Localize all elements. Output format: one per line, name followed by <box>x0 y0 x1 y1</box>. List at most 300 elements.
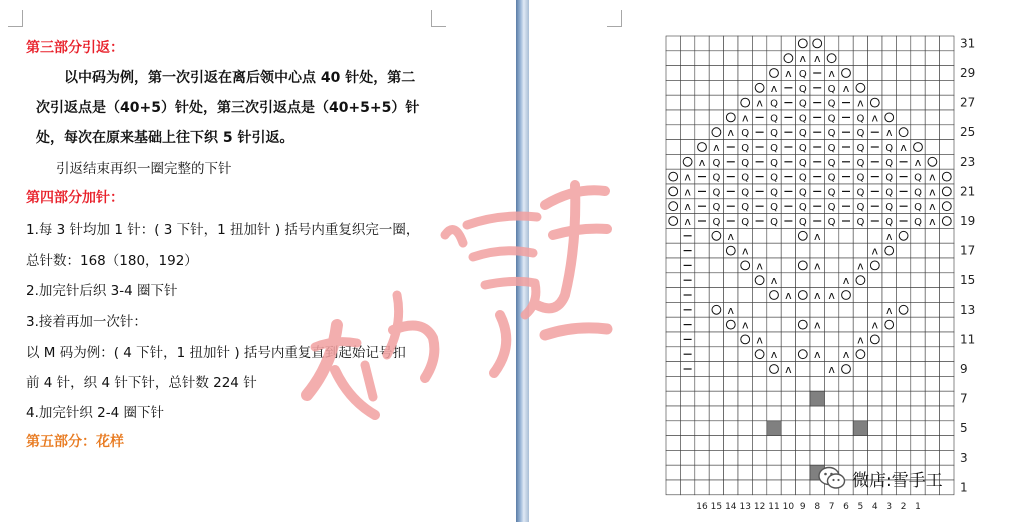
column-number-label: 12 <box>753 501 766 512</box>
chart-cell <box>709 51 723 66</box>
chart-cell <box>738 302 752 317</box>
part3-heading: 第三部分引返： <box>26 40 124 56</box>
chart-cell <box>767 406 781 421</box>
column-number-label: 13 <box>739 501 751 512</box>
chart-cell <box>940 214 954 229</box>
chart-cell <box>666 376 680 391</box>
chart-cell <box>925 317 939 332</box>
chart-cell <box>925 406 939 421</box>
chart-cell <box>738 80 752 95</box>
chart-cell <box>752 51 766 66</box>
chart-cell <box>882 95 896 110</box>
row-number-label: 31 <box>960 36 976 51</box>
decrease-symbol: ʌ <box>813 52 821 66</box>
twisted-stitch-symbol: Q <box>827 128 836 140</box>
chart-cell <box>796 376 810 391</box>
chart-cell <box>666 347 680 362</box>
twisted-stitch-symbol: Q <box>827 187 836 199</box>
chart-cell <box>911 436 925 451</box>
chart-cell <box>767 376 781 391</box>
chart-cell <box>925 391 939 406</box>
chart-cell <box>724 51 738 66</box>
chart-cell <box>796 406 810 421</box>
row-number-label: 23 <box>960 154 976 169</box>
chart-cell <box>695 376 709 391</box>
chart-cell <box>853 80 867 95</box>
chart-cell <box>796 243 810 258</box>
chart-cell <box>839 258 853 273</box>
chart-cell <box>896 273 910 288</box>
chart-cell <box>824 421 838 436</box>
row-number-label: 13 <box>960 302 976 317</box>
chart-cell <box>724 110 738 125</box>
column-number-label: 11 <box>768 501 780 512</box>
twisted-stitch-symbol: Q <box>827 143 836 154</box>
chart-cell <box>695 36 709 51</box>
chart-cell <box>695 391 709 406</box>
chart-cell <box>925 228 939 243</box>
chart-cell <box>781 51 795 66</box>
decrease-symbol: ʌ <box>713 141 720 154</box>
chart-cell <box>882 51 896 66</box>
chart-cell <box>925 243 939 258</box>
chart-cell <box>709 391 723 406</box>
twisted-stitch-symbol: Q <box>914 217 922 228</box>
brand-badge <box>818 464 943 492</box>
chart-cell <box>940 110 954 125</box>
chart-cell <box>853 347 867 362</box>
decrease-symbol: ʌ <box>727 126 735 140</box>
chart-cell <box>709 347 723 362</box>
chart-cell <box>738 66 752 81</box>
chart-cell <box>680 140 694 155</box>
column-number-label: 15 <box>710 501 723 512</box>
decrease-symbol: ʌ <box>741 318 749 332</box>
chart-cell <box>896 391 910 406</box>
chart-cell <box>767 51 781 66</box>
chart-cell <box>709 125 723 140</box>
chart-cell <box>738 421 752 436</box>
document-page-right <box>529 0 1019 522</box>
twisted-stitch-symbol: Q <box>741 187 750 199</box>
chart-cell <box>680 110 694 125</box>
row-number-label: 11 <box>960 332 976 347</box>
chart-cell <box>853 436 867 451</box>
crop-mark-top-right <box>431 10 446 27</box>
chart-cell <box>853 406 867 421</box>
chart-cell <box>882 36 896 51</box>
row-number-label: 9 <box>960 362 968 376</box>
twisted-stitch-symbol: Q <box>856 202 865 214</box>
chart-cell <box>824 332 838 347</box>
chart-cell <box>824 406 838 421</box>
chart-cell <box>680 95 694 110</box>
chart-cell <box>911 125 925 140</box>
chart-cell <box>824 436 838 451</box>
chart-cell <box>680 480 694 495</box>
chart-cell <box>695 51 709 66</box>
chart-cell <box>853 51 867 66</box>
chart-cell <box>752 273 766 288</box>
chart-cell <box>709 110 723 125</box>
row-number-label: 17 <box>960 243 976 258</box>
chart-cell <box>853 362 867 377</box>
chart-cell <box>752 421 766 436</box>
chart-cell <box>940 258 954 273</box>
chart-cell <box>925 273 939 288</box>
decrease-symbol: ʌ <box>828 289 835 302</box>
chart-cell <box>724 480 738 495</box>
chart-cell <box>666 391 680 406</box>
chart-cell <box>911 110 925 125</box>
decrease-symbol: ʌ <box>885 126 893 140</box>
chart-cell <box>752 243 766 258</box>
chart-cell <box>709 317 723 332</box>
chart-cell <box>911 450 925 465</box>
decrease-symbol: ʌ <box>785 289 792 302</box>
chart-cell <box>853 302 867 317</box>
chart-cell <box>767 362 781 377</box>
chart-cell <box>796 302 810 317</box>
chart-cell <box>781 243 795 258</box>
chart-cell <box>767 332 781 347</box>
chart-cell <box>853 376 867 391</box>
chart-cell <box>781 228 795 243</box>
chart-cell <box>940 362 954 377</box>
twisted-stitch-symbol: Q <box>798 172 807 184</box>
chart-cell <box>925 332 939 347</box>
chart-cell <box>709 421 723 436</box>
chart-cell <box>925 450 939 465</box>
chart-cell <box>824 376 838 391</box>
chart-cell <box>882 66 896 81</box>
chart-cell <box>940 169 954 184</box>
chart-cell <box>810 243 824 258</box>
chart-cell <box>940 347 954 362</box>
chart-cell <box>666 80 680 95</box>
decrease-symbol: ʌ <box>727 229 735 243</box>
decrease-symbol: ʌ <box>813 289 821 302</box>
chart-cell <box>680 66 694 81</box>
chart-cell <box>940 199 954 214</box>
chart-cell <box>709 436 723 451</box>
chart-cell <box>940 332 954 347</box>
chart-cell <box>796 317 810 332</box>
chart-cell <box>911 421 925 436</box>
column-number-label: 2 <box>900 501 907 512</box>
chart-cell <box>925 436 939 451</box>
chart-cell <box>738 376 752 391</box>
chart-cell <box>853 450 867 465</box>
chart-cell <box>911 347 925 362</box>
chart-cell <box>810 406 824 421</box>
chart-cell <box>911 36 925 51</box>
chart-cell <box>911 332 925 347</box>
chart-cell <box>680 465 694 480</box>
chart-cell <box>752 80 766 95</box>
chart-cell <box>695 66 709 81</box>
chart-cell <box>738 332 752 347</box>
chart-cell <box>738 406 752 421</box>
column-number-label: 10 <box>782 501 795 512</box>
decrease-symbol: ʌ <box>799 52 807 66</box>
chart-cell <box>810 376 824 391</box>
part3-line-3: 处，每次在原来基础上往下织 5 针引返。 <box>36 130 294 146</box>
chart-cell <box>666 302 680 317</box>
chart-cell <box>896 421 910 436</box>
decrease-symbol: ʌ <box>929 215 936 228</box>
decrease-symbol: ʌ <box>741 111 749 125</box>
decrease-symbol: ʌ <box>770 348 778 362</box>
chart-cell <box>940 228 954 243</box>
chart-cell <box>839 450 853 465</box>
chart-cell <box>925 288 939 303</box>
chart-cell <box>925 66 939 81</box>
row-number-label: 27 <box>960 95 976 110</box>
chart-cell <box>911 376 925 391</box>
chart-cell <box>680 80 694 95</box>
chart-cell <box>752 36 766 51</box>
no-stitch-cell <box>767 421 781 436</box>
chart-cell <box>695 95 709 110</box>
chart-cell <box>824 243 838 258</box>
part4-item-4: 3.接着再加一次针： <box>26 314 147 330</box>
chart-cell <box>796 36 810 51</box>
twisted-stitch-symbol: Q <box>827 202 836 214</box>
chart-cell <box>709 288 723 303</box>
chart-cell <box>853 317 867 332</box>
decrease-symbol: ʌ <box>785 363 792 376</box>
chart-cell <box>724 66 738 81</box>
chart-cell <box>781 302 795 317</box>
chart-cell <box>925 258 939 273</box>
chart-cell <box>839 406 853 421</box>
chart-cell <box>666 288 680 303</box>
chart-cell <box>666 95 680 110</box>
chart-cell <box>724 258 738 273</box>
chart-cell <box>666 258 680 273</box>
twisted-stitch-symbol: Q <box>827 217 836 228</box>
column-number-label: 16 <box>696 501 708 512</box>
chart-cell <box>796 362 810 377</box>
chart-cell <box>940 450 954 465</box>
chart-cell <box>925 110 939 125</box>
chart-cell <box>896 258 910 273</box>
chart-cell <box>882 406 896 421</box>
part4-item-2: 总针数：168（180，192） <box>26 253 198 269</box>
chart-cell <box>896 362 910 377</box>
chart-cell <box>796 436 810 451</box>
twisted-stitch-symbol: Q <box>914 172 922 184</box>
chart-cell <box>767 36 781 51</box>
chart-cell <box>738 391 752 406</box>
decrease-symbol: ʌ <box>929 170 936 184</box>
chart-cell <box>666 480 680 495</box>
chart-cell <box>767 391 781 406</box>
decrease-symbol: ʌ <box>929 185 936 199</box>
chart-cell <box>695 480 709 495</box>
chart-cell <box>695 436 709 451</box>
chart-cell <box>911 243 925 258</box>
decrease-symbol: ʌ <box>770 274 778 288</box>
chart-cell <box>796 465 810 480</box>
chart-cell <box>680 450 694 465</box>
twisted-stitch-symbol: Q <box>798 217 807 228</box>
knitting-chart <box>529 0 1019 522</box>
chart-cell <box>724 376 738 391</box>
chart-cell <box>925 125 939 140</box>
chart-cell <box>666 273 680 288</box>
chart-cell <box>911 302 925 317</box>
chart-cell <box>695 228 709 243</box>
chart-cell <box>882 332 896 347</box>
chart-cell <box>666 140 680 155</box>
decrease-symbol: ʌ <box>698 155 706 169</box>
chart-cell <box>767 317 781 332</box>
chart-cell <box>666 184 680 199</box>
chart-cell <box>796 421 810 436</box>
chart-cell <box>752 480 766 495</box>
row-number-label: 7 <box>960 391 968 406</box>
chart-cell <box>666 317 680 332</box>
decrease-symbol: ʌ <box>756 259 763 273</box>
chart-cell <box>767 436 781 451</box>
chart-cell <box>695 302 709 317</box>
chart-cell <box>882 450 896 465</box>
chart-cell <box>868 421 882 436</box>
part3-line-4: 引返结束再织一圈完整的下针 <box>56 161 232 177</box>
chart-cell <box>925 362 939 377</box>
chart-cell <box>724 436 738 451</box>
chart-cell <box>868 436 882 451</box>
chart-cell <box>724 95 738 110</box>
twisted-stitch-symbol: Q <box>885 143 894 154</box>
chart-cell <box>882 243 896 258</box>
chart-cell <box>839 332 853 347</box>
chart-cell <box>709 376 723 391</box>
twisted-stitch-symbol: Q <box>770 98 778 110</box>
chart-cell <box>666 199 680 214</box>
chart-cell <box>724 362 738 377</box>
chart-cell <box>724 288 738 303</box>
twisted-stitch-symbol: Q <box>885 157 894 169</box>
decrease-symbol: ʌ <box>842 348 850 362</box>
chart-cell <box>695 273 709 288</box>
twisted-stitch-symbol: Q <box>798 128 807 140</box>
chart-cell <box>911 51 925 66</box>
chart-cell <box>940 36 954 51</box>
chart-cell <box>940 95 954 110</box>
chart-cell <box>853 228 867 243</box>
chart-cell <box>839 362 853 377</box>
chart-cell <box>709 228 723 243</box>
twisted-stitch-symbol: Q <box>741 157 750 169</box>
twisted-stitch-symbol: Q <box>914 202 922 214</box>
chart-cell <box>752 317 766 332</box>
chart-cell <box>709 332 723 347</box>
chart-cell <box>868 51 882 66</box>
chart-cell <box>868 228 882 243</box>
column-number-label: 3 <box>886 501 893 512</box>
chart-cell <box>695 140 709 155</box>
chart-cell <box>738 273 752 288</box>
twisted-stitch-symbol: Q <box>827 113 836 125</box>
chart-cell <box>752 465 766 480</box>
chart-cell <box>695 421 709 436</box>
row-number-label: 21 <box>960 184 976 199</box>
chart-cell <box>781 421 795 436</box>
twisted-stitch-symbol: Q <box>885 217 894 228</box>
column-number-label: 14 <box>725 501 737 512</box>
chart-cell <box>752 406 766 421</box>
twisted-stitch-symbol: Q <box>827 157 836 169</box>
chart-cell <box>940 243 954 258</box>
chart-cell <box>853 66 867 81</box>
twisted-stitch-symbol: Q <box>741 128 750 140</box>
chart-cell <box>666 51 680 66</box>
decrease-symbol: ʌ <box>684 185 691 199</box>
chart-cell <box>839 66 853 81</box>
chart-cell <box>868 347 882 362</box>
twisted-stitch-symbol: Q <box>712 157 721 169</box>
chart-cell <box>896 66 910 81</box>
chart-cell <box>896 80 910 95</box>
chart-cell <box>824 450 838 465</box>
twisted-stitch-symbol: Q <box>885 202 894 214</box>
chart-cell <box>810 302 824 317</box>
chart-cell <box>724 243 738 258</box>
chart-cell <box>839 376 853 391</box>
chart-cell <box>940 288 954 303</box>
chart-cell <box>724 332 738 347</box>
twisted-stitch-symbol: Q <box>770 187 778 199</box>
chart-cell <box>868 362 882 377</box>
chart-cell <box>752 302 766 317</box>
chart-cell <box>796 228 810 243</box>
chart-cell <box>709 273 723 288</box>
chart-cell <box>882 376 896 391</box>
chart-cell <box>666 436 680 451</box>
chart-cell <box>781 480 795 495</box>
chart-cell <box>666 214 680 229</box>
chart-cell <box>896 406 910 421</box>
chart-cell <box>824 317 838 332</box>
decrease-symbol: ʌ <box>684 170 691 184</box>
chart-cell <box>940 80 954 95</box>
chart-cell <box>839 436 853 451</box>
twisted-stitch-symbol: Q <box>885 187 894 199</box>
chart-cell <box>925 154 939 169</box>
decrease-symbol: ʌ <box>900 141 907 154</box>
chart-cell <box>882 317 896 332</box>
chart-cell <box>695 125 709 140</box>
chart-cell <box>709 480 723 495</box>
chart-cell <box>839 228 853 243</box>
chart-cell <box>940 154 954 169</box>
chart-cell <box>940 140 954 155</box>
chart-cell <box>868 258 882 273</box>
chart-cell <box>810 273 824 288</box>
chart-cell <box>882 110 896 125</box>
decrease-symbol: ʌ <box>828 67 835 80</box>
page-divider <box>516 0 529 522</box>
chart-cell <box>940 273 954 288</box>
twisted-stitch-symbol: Q <box>856 143 865 154</box>
part4-heading: 第四部分加针： <box>26 190 124 206</box>
chart-cell <box>868 406 882 421</box>
chart-cell <box>781 465 795 480</box>
chart-cell <box>796 258 810 273</box>
